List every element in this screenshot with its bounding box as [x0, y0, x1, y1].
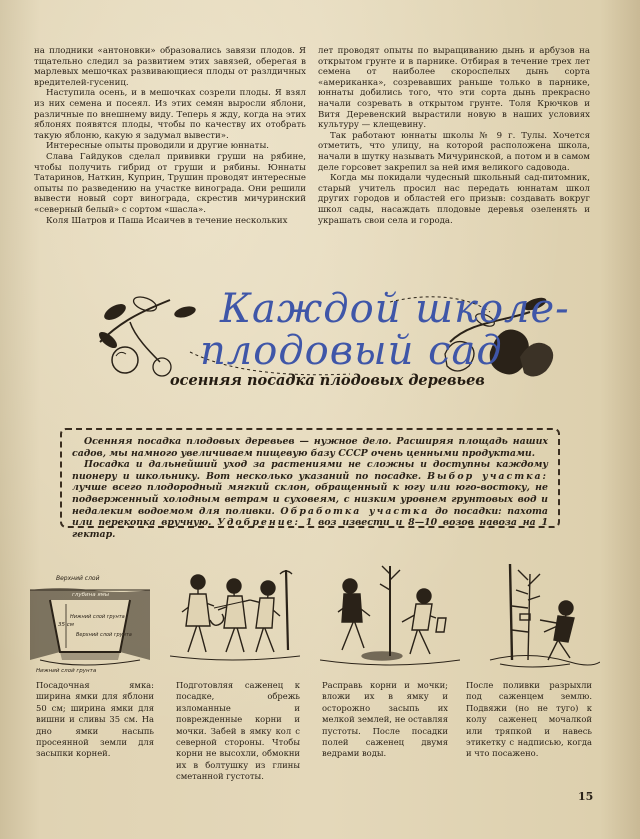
paragraph: Интересные опыты проводили и другие юннаты. — [46, 141, 270, 152]
section-label-fertilizer: Удобрение: — [217, 517, 300, 529]
planting-pit-diagram — [30, 560, 150, 678]
caption-tie-seedling: После поливки разрыхли под саженцем землю. Подвяжи (но не туго) к колу саженец мочалкой или тряпкой и навесь этикетку с надписью, когда и что посажено. — [466, 680, 592, 759]
page-number: 15 — [578, 790, 594, 803]
intro-text: до посадки: пахота или перекопка вручную. — [72, 505, 549, 529]
banner-title-line-1: Каждой школе- — [220, 286, 570, 332]
text-column-left — [34, 46, 306, 226]
intro-text: Посадка и дальнейший уход за растениями не сложны и доступны каждому пионеру и школьнику. Вот несколько указаний по посадке. — [72, 459, 548, 482]
intro-text: 1 воз извести и 8—10 возов навоза на 1 гектар. — [72, 517, 549, 540]
children-planting-tree-illustration — [320, 560, 460, 678]
text-column-right — [318, 46, 590, 226]
banner-subtitle: осенняя посадка плодовых деревьев — [170, 372, 485, 389]
caption-planting-pit: Посадочная ямка: ширина ямки для яблони 50 см; ширина ямки для вишни и сливы 35 см. На дно ямки насыпь просеянной земли для засыпки корней. — [36, 680, 154, 759]
label-lower-soil: Нижний слой грунта — [70, 614, 125, 620]
paragraph: Коля Шатров и Паша Исаичев в течение нескольких — [46, 215, 288, 226]
label-pit-depth: глубина ямы — [72, 592, 110, 598]
intro-paragraph: Осенняя посадка плодовых деревьев — нужное дело. Расширяя площадь наших садов, мы намного увеличиваем пищевую базу СССР очень ценными продуктами. — [72, 436, 548, 459]
paragraph: Так работают юннаты школы № 9 г. Тулы. Хочется отметить, что улицу, на которой расположена школа, начали в шутку называть Мичуринской, а потом и в самом деле горсовет закрепил за ней имя великого садовода. — [318, 130, 590, 173]
paragraph: лет проводят опыты по выращиванию дынь и арбузов на открытом грунте и в парнике. Отбирая в течение трех лет семена от наиболее скороспелых дынь сорта «американка», созревавших раньше только в парнике, юннаты добились того, что эти сорта дынь прекрасно начали созревать в открытом грунте. Толя Крючков и Витя Деревенский вырастили новую в наших условиях культуру — клещевину. — [318, 46, 590, 131]
paragraph: Когда мы покидали чудесный школьный сад-питомник, старый учитель просил нас передать юннатам школ других городов и областей его призыв: создавать вокруг школ сады, насаждать плодовые деревья озеленять и украшать свои села и города. — [318, 173, 590, 226]
section-label-work: Обработка участка — [280, 505, 430, 517]
banner-title-line-2: плодовый сад — [200, 328, 503, 374]
intro-paragraph — [72, 459, 548, 540]
label-bottom-soil: Нижний слой грунта — [36, 668, 97, 674]
intro-text: лучше всего плодородный мягкий склон, обращенный к югу или юго-востоку, не подверженный холодным ветрам и суховеям, с низким уровнем грунтовых вод и недалеким водоемом для поливки. — [72, 482, 548, 517]
caption-plant-roots: Расправь корни и мочки; вложи их в ямку и осторожно засыпь их мелкой землей, не оставляя пустоты. После посадки полей саженец двумя ведрами воды. — [322, 680, 448, 759]
paragraph: Слава Гайдуков сделал прививки груши на рябине, чтобы получить гибрид от груши и рябины. Юннаты Татаринов, Наткин, Куприн, Трушин проводят интересные опыты по разведению на участке винограда. Они решили вывести новый сорт винограда, скрестив мичуринский «северный белый» с сортом «шасла». — [34, 151, 306, 215]
paragraph: Наступила осень, и в мешочках созрели плоды. Я взял из них семена и посеял. Из этих семян выросли яблони, различные по внешнему виду. Теперь я жду, когда на этих яблонях появятся плоды, чтобы по качеству их отобрать такую яблоню, какую я задумал вывести». — [34, 88, 306, 141]
children-preparing-seedling-illustration — [170, 560, 300, 678]
label-upper-layer: Верхний слой — [56, 575, 100, 582]
paragraph: на плодники «антоновки» образовались завязи плодов. Я тщательно следил за развитием этих завязей, оберегая в марлевых мешочках развивающиеся плоды от разлдичных вредителей-гусениц. — [34, 46, 306, 88]
section-label-choice: Выбор участка: — [427, 470, 548, 482]
boy-tying-seedling-illustration — [470, 560, 600, 678]
label-pit-width: 35 см — [58, 622, 74, 628]
caption-prepare-seedling: Подготовляя саженец к посадке, обрежь изломанные и поврежденные корни и мочки. Забей в ямку кол с северной стороны. Чтобы корни не высохли, обмокни их в болтушку из глины сметанной густоты. — [176, 680, 300, 782]
label-upper-soil: Верхний слой грунта — [76, 632, 132, 638]
intro-box — [60, 428, 560, 540]
